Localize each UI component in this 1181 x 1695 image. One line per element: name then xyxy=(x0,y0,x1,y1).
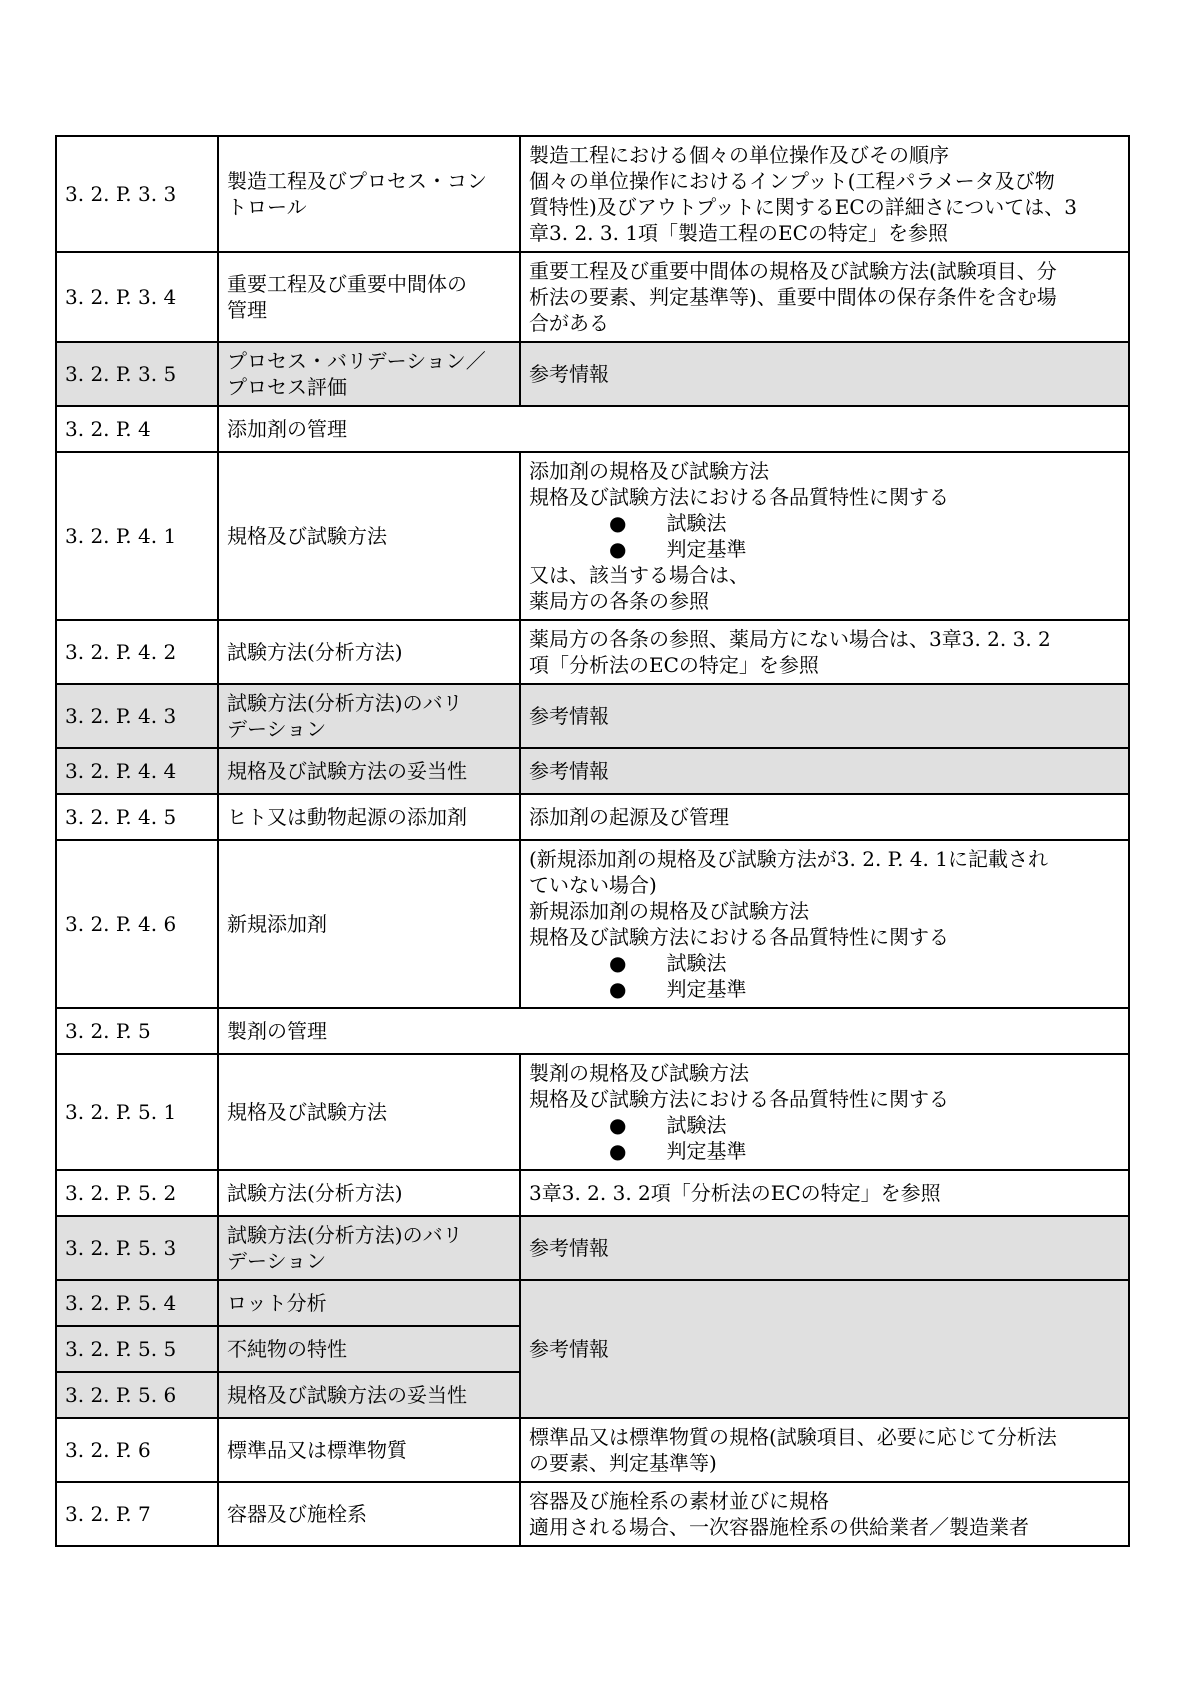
section-title: 標準品又は標準物質 xyxy=(227,1438,407,1462)
section-title-cell xyxy=(218,1170,520,1216)
section-title: 不純物の特性 xyxy=(227,1337,347,1361)
table-row-3-2-p-4-2 xyxy=(56,620,1129,684)
section-id: 3. 2. P. 4. 4 xyxy=(65,759,177,783)
table-row-3-2-p-5-1 xyxy=(56,1054,1129,1170)
section-id: 3. 2. P. 5. 4 xyxy=(65,1291,177,1315)
section-desc: 重要工程及び重要中間体の規格及び試験方法(試験項目、分 析法の要素、判定基準等)、重要中間体の保存条件を含む場 合がある xyxy=(529,259,1057,335)
section-title-cell xyxy=(218,840,520,1008)
section-title-cell xyxy=(218,342,520,406)
table-row-3-2-p-5-2 xyxy=(56,1170,1129,1216)
section-title: 規格及び試験方法 xyxy=(227,524,387,548)
section-desc: 製剤の規格及び試験方法 規格及び試験方法における各品質特性に関する ● 試験法 ● 判定基準 xyxy=(529,1061,949,1163)
section-id: 3. 2. P. 4. 2 xyxy=(65,640,177,664)
section-title: ロット分析 xyxy=(227,1291,327,1315)
table-row-3-2-p-5-4 xyxy=(56,1280,1129,1326)
table-row-3-2-p-4-1 xyxy=(56,452,1129,620)
section-desc-cell xyxy=(520,342,1129,406)
section-title: 試験方法(分析方法)のバリ デーション xyxy=(227,691,463,741)
section-id-cell xyxy=(56,794,218,840)
section-desc: 添加剤の規格及び試験方法 規格及び試験方法における各品質特性に関する ● 試験法 ● 判定基準 又は、該当する場合は、 薬局方の各条の参照 xyxy=(529,459,949,613)
table-row-3-2-p-5-3 xyxy=(56,1216,1129,1280)
table-row-3-2-p-3-5 xyxy=(56,342,1129,406)
section-id-cell xyxy=(56,1326,218,1372)
section-title: 規格及び試験方法の妥当性 xyxy=(227,1383,467,1407)
table-row-3-2-p-4-5 xyxy=(56,794,1129,840)
table-row-3-2-p-4-6 xyxy=(56,840,1129,1008)
section-desc-cell xyxy=(520,1054,1129,1170)
section-title-cell-merged xyxy=(218,1008,1129,1054)
section-id-cell xyxy=(56,1280,218,1326)
section-id-cell xyxy=(56,136,218,252)
section-id-cell xyxy=(56,252,218,342)
section-desc: 3章3. 2. 3. 2項「分析法のECの特定」を参照 xyxy=(529,1181,941,1205)
section-desc-cell xyxy=(520,136,1129,252)
section-desc-cell xyxy=(520,794,1129,840)
section-desc-cell xyxy=(520,452,1129,620)
section-desc: 容器及び施栓系の素材並びに規格 適用される場合、一次容器施栓系の供給業者／製造業者 xyxy=(529,1489,1029,1539)
section-id-cell xyxy=(56,1008,218,1054)
section-desc: 参考情報 xyxy=(529,759,609,783)
section-title-cell xyxy=(218,452,520,620)
section-desc: 参考情報 xyxy=(529,362,609,386)
section-id-cell xyxy=(56,1418,218,1482)
section-title-cell xyxy=(218,794,520,840)
section-desc-cell xyxy=(520,252,1129,342)
section-id: 3. 2. P. 5. 1 xyxy=(65,1100,177,1124)
section-id-cell xyxy=(56,748,218,794)
section-title-cell xyxy=(218,748,520,794)
section-desc-cell xyxy=(520,1216,1129,1280)
section-title-cell xyxy=(218,1216,520,1280)
section-desc: 添加剤の起源及び管理 xyxy=(529,805,729,829)
section-title: 重要工程及び重要中間体の 管理 xyxy=(227,272,467,322)
section-id-cell xyxy=(56,1372,218,1418)
section-id-cell xyxy=(56,1216,218,1280)
section-desc: 製造工程における個々の単位操作及びその順序 個々の単位操作におけるインプット(工程パラメータ及び物 質特性)及びアウトプットに関するECの詳細さについては、3 章3. 2. 3. 1項「製造工程のECの特定」を参照 xyxy=(529,143,1078,245)
table-row-3-2-p-3-3 xyxy=(56,136,1129,252)
section-title: 製剤の管理 xyxy=(227,1019,327,1043)
section-id: 3. 2. P. 5. 3 xyxy=(65,1236,177,1260)
section-title-cell-merged xyxy=(218,406,1129,452)
section-desc: 薬局方の各条の参照、薬局方にない場合は、3章3. 2. 3. 2 項「分析法のECの特定」を参照 xyxy=(529,627,1051,677)
section-desc-cell xyxy=(520,1418,1129,1482)
section-id: 3. 2. P. 5. 2 xyxy=(65,1181,177,1205)
ctd-section-table xyxy=(55,135,1130,1547)
section-desc-cell xyxy=(520,1170,1129,1216)
table-row-3-2-p-3-4 xyxy=(56,252,1129,342)
section-id: 3. 2. P. 4. 5 xyxy=(65,805,177,829)
section-title-cell xyxy=(218,1372,520,1418)
table-row-3-2-p-6 xyxy=(56,1418,1129,1482)
section-id-cell xyxy=(56,406,218,452)
section-title: 試験方法(分析方法) xyxy=(227,1181,403,1205)
section-id: 3. 2. P. 5. 6 xyxy=(65,1383,177,1407)
section-id-cell xyxy=(56,452,218,620)
section-desc: 参考情報 xyxy=(529,1337,609,1361)
section-id: 3. 2. P. 5 xyxy=(65,1019,151,1043)
section-title-cell xyxy=(218,252,520,342)
table-row-3-2-p-5 xyxy=(56,1008,1129,1054)
section-title: 試験方法(分析方法)のバリ デーション xyxy=(227,1223,463,1273)
section-title-cell xyxy=(218,684,520,748)
section-title-cell xyxy=(218,1326,520,1372)
section-id: 3. 2. P. 4. 6 xyxy=(65,912,177,936)
table-row-3-2-p-4 xyxy=(56,406,1129,452)
section-desc-cell xyxy=(520,1482,1129,1546)
section-desc: (新規添加剤の規格及び試験方法が3. 2. P. 4. 1に記載され ていない場合) 新規添加剤の規格及び試験方法 規格及び試験方法における各品質特性に関する ● 試験法 ● 判定基準 xyxy=(529,847,1048,1001)
section-id-cell xyxy=(56,1170,218,1216)
section-id-cell xyxy=(56,342,218,406)
section-title-cell xyxy=(218,1482,520,1546)
section-id: 3. 2. P. 6 xyxy=(65,1438,151,1462)
section-id: 3. 2. P. 3. 5 xyxy=(65,362,177,386)
section-title: 添加剤の管理 xyxy=(227,417,347,441)
section-id: 3. 2. P. 3. 4 xyxy=(65,285,177,309)
section-id: 3. 2. P. 4. 1 xyxy=(65,524,177,548)
section-id: 3. 2. P. 3. 3 xyxy=(65,182,177,206)
section-id-cell xyxy=(56,840,218,1008)
section-title-cell xyxy=(218,1280,520,1326)
section-title-cell xyxy=(218,136,520,252)
section-id: 3. 2. P. 4 xyxy=(65,417,151,441)
table-row-3-2-p-4-3 xyxy=(56,684,1129,748)
section-desc: 参考情報 xyxy=(529,704,609,728)
section-title-cell xyxy=(218,620,520,684)
section-title: 規格及び試験方法 xyxy=(227,1100,387,1124)
section-id-cell xyxy=(56,1482,218,1546)
section-title: プロセス・バリデーション／ プロセス評価 xyxy=(227,349,486,399)
section-title: 新規添加剤 xyxy=(227,912,327,936)
section-id-cell xyxy=(56,620,218,684)
section-desc-cell xyxy=(520,620,1129,684)
section-title: ヒト又は動物起源の添加剤 xyxy=(227,805,467,829)
section-id-cell xyxy=(56,684,218,748)
section-id: 3. 2. P. 4. 3 xyxy=(65,704,177,728)
section-id-cell xyxy=(56,1054,218,1170)
section-desc: 標準品又は標準物質の規格(試験項目、必要に応じて分析法 の要素、判定基準等) xyxy=(529,1425,1057,1475)
section-desc-cell xyxy=(520,684,1129,748)
section-title: 容器及び施栓系 xyxy=(227,1502,367,1526)
section-title: 規格及び試験方法の妥当性 xyxy=(227,759,467,783)
section-id: 3. 2. P. 7 xyxy=(65,1502,151,1526)
table-row-3-2-p-7 xyxy=(56,1482,1129,1546)
section-desc-cell xyxy=(520,748,1129,794)
section-desc-cell xyxy=(520,840,1129,1008)
section-title: 試験方法(分析方法) xyxy=(227,640,403,664)
section-title-cell xyxy=(218,1418,520,1482)
section-id: 3. 2. P. 5. 5 xyxy=(65,1337,177,1361)
section-title-cell xyxy=(218,1054,520,1170)
section-desc: 参考情報 xyxy=(529,1236,609,1260)
section-title: 製造工程及びプロセス・コン トロール xyxy=(227,169,487,219)
section-desc-cell-merged xyxy=(520,1280,1129,1418)
table-row-3-2-p-4-4 xyxy=(56,748,1129,794)
